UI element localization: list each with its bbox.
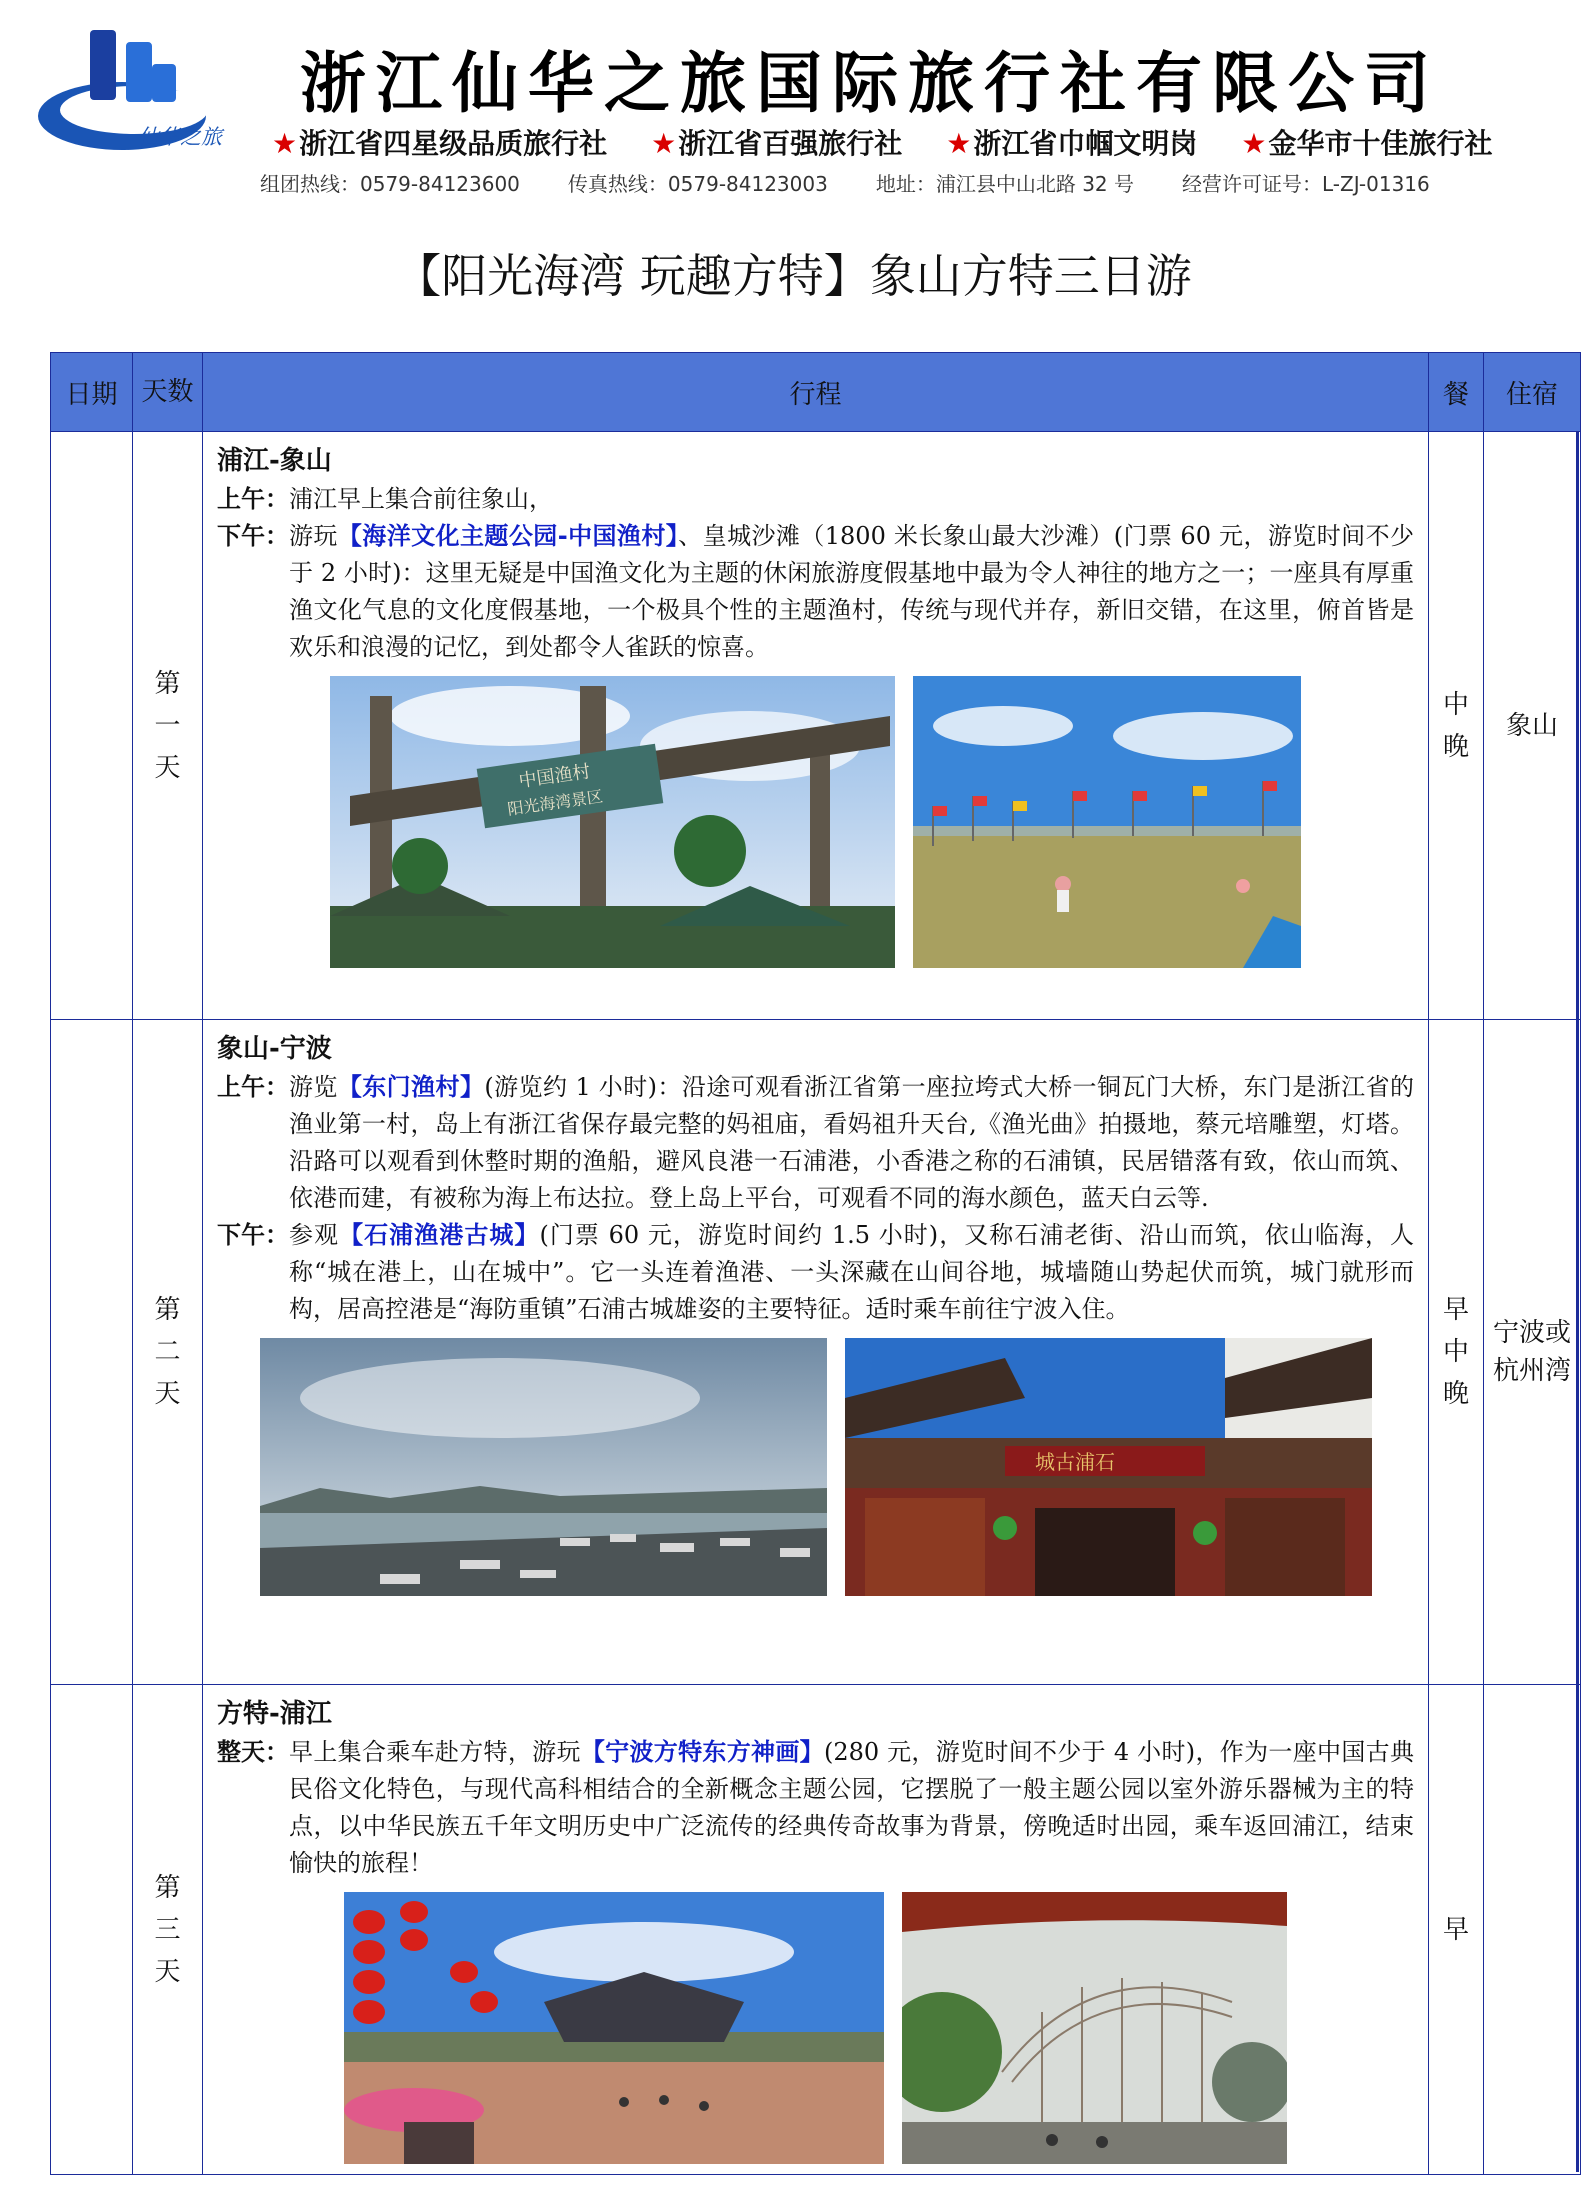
afternoon-plan: 下午： 游玩【海洋文化主题公园-中国渔村】、皇城沙滩（1800 米长象山最大沙滩）(门票 60 元，游览时间不少于 2 小时)：这里无疑是中国渔文化为主题的休闲旅游度假基地中最为令人神往的地方之一；一座具有厚重渔文化气息的文化度假基地，一个极具个性的主题渔村，传统与现代并存，新旧交错，在这里，俯首皆是欢乐和浪漫的记忆，到处都令人雀跃的惊喜。 — [217, 522, 1415, 661]
star-icon: ★ — [651, 127, 677, 160]
attraction-highlight: 【东门渔村】 — [337, 1073, 485, 1101]
star-icon: ★ — [946, 127, 972, 160]
itinerary-table — [50, 352, 1581, 2175]
header-itinerary: 行程 — [203, 353, 1429, 432]
photo-row — [217, 676, 1414, 968]
day-cell: 第一天 — [133, 432, 203, 1020]
fax: 传真热线：0579-84123003 — [567, 172, 828, 196]
meals-cell: 早中晚 — [1429, 1020, 1484, 1685]
day-cell: 第三天 — [133, 1685, 203, 2175]
full-day-plan: 整天： 早上集合乘车赴方特，游玩【宁波方特东方神画】(280 元，游览时间不少于 4 小时)，作为一座中国古典民俗文化特色，与现代高科相结合的全新概念主题公园，它摆脱了一般主题公园以室外游乐器械为主的特点，以中华民族五千年文明历史中广泛流传的经典传奇故事为背景，傍晚适时出园，乘车返回浦江，结束愉快的旅程！ — [217, 1738, 1414, 1877]
lodging-cell — [1484, 1685, 1581, 2175]
route-title: 浦江-象山 — [217, 446, 332, 476]
honor-item: ★浙江省四星级品质旅行社 — [272, 127, 608, 160]
itinerary-cell — [203, 432, 1429, 1020]
date-cell — [51, 1020, 133, 1685]
header-date: 日期 — [51, 353, 133, 432]
address: 地址：浦江县中山北路 32 号 — [875, 172, 1135, 196]
afternoon-plan: 下午： 参观【石浦渔港古城】(门票 60 元，游览时间约 1.5 小时)，又称石浦老街、沿山而筑，依山临海，人称“城在港上，山在城中”。它一头连着渔港、一头深藏在山间谷地，城墙随山势起伏而筑，城门就形而构，居高控港是“海防重镇”石浦古城雄姿的主要特征。适时乘车前往宁波入住。 — [217, 1221, 1415, 1323]
star-icon: ★ — [1241, 127, 1267, 160]
photo-fishing-village-gate — [330, 676, 895, 968]
license: 经营许可证号：L-ZJ-01316 — [1182, 172, 1430, 196]
logo-text: 仙华之旅 — [138, 125, 222, 149]
lodging-cell: 宁波或杭州湾 — [1484, 1020, 1581, 1685]
hotline: 组团热线：0579-84123600 — [260, 172, 520, 196]
day-cell: 第二天 — [133, 1020, 203, 1685]
header-meals: 餐 — [1429, 353, 1484, 432]
svg-text:城古浦石: 城古浦石 — [1034, 1450, 1115, 1474]
company-logo — [30, 20, 242, 160]
honor-item: ★金华市十佳旅行社 — [1241, 127, 1493, 160]
logo-letter-x — [90, 30, 116, 100]
attraction-highlight: 【海洋文化主题公园-中国渔村】 — [337, 522, 679, 550]
header-lodging: 住宿 — [1484, 353, 1581, 432]
meals-cell: 早 — [1429, 1685, 1484, 2175]
route-title: 方特-浦江 — [217, 1699, 332, 1729]
lodging-cell: 象山 — [1484, 432, 1581, 1020]
photo-harbor-view — [260, 1338, 827, 1596]
itinerary-cell — [203, 1685, 1429, 2175]
svg-text:阳光海湾景区: 阳光海湾景区 — [506, 786, 605, 819]
header-days: 天数 — [133, 353, 203, 432]
route-title: 象山-宁波 — [217, 1034, 332, 1064]
logo-letter-h — [126, 42, 152, 102]
company-name: 浙江仙华之旅国际旅行社有限公司 — [300, 44, 1440, 122]
morning-plan: 上午： 游览【东门渔村】(游览约 1 小时)：沿途可观看浙江省第一座拉垮式大桥一铜瓦门大桥，东门是浙江省的渔业第一村，岛上有浙江省保存最完整的妈祖庙，看妈祖升天台,《渔光曲》拍摄地，蔡元培雕塑，灯塔。沿路可以观看到休整时期的渔船，避风良港一石浦港，小香港之称的石浦镇，民居错落有致，依山而筑、依港而建，有被称为海上布达拉。登上岛上平台，可观看不同的海水颜色，蓝天白云等. — [217, 1073, 1415, 1212]
itinerary-cell — [203, 1020, 1429, 1685]
morning-plan: 上午： 浦江早上集合前往象山， — [217, 485, 553, 513]
meals-cell: 中晚 — [1429, 432, 1484, 1020]
date-cell — [51, 432, 133, 1020]
attraction-highlight: 【宁波方特东方神画】 — [580, 1738, 824, 1766]
star-icon: ★ — [272, 127, 298, 160]
table-row — [51, 1020, 1581, 1685]
contact-line — [260, 168, 1478, 197]
photo-row — [217, 1338, 1414, 1596]
attraction-highlight: 【石浦渔港古城】 — [339, 1221, 540, 1249]
photo-row — [217, 1892, 1414, 2164]
honor-item: ★浙江省巾帼文明岗 — [946, 127, 1198, 160]
table-row — [51, 1685, 1581, 2175]
honors-list — [272, 122, 1493, 162]
svg-text:中国渔村: 中国渔村 — [517, 761, 592, 792]
page-title: 【阳光海湾 玩趣方特】象山方特三日游 — [395, 249, 1192, 303]
table-header-row — [51, 353, 1581, 432]
photo-ancient-city-gate — [845, 1338, 1372, 1596]
photo-beach-flags — [913, 676, 1301, 968]
table-row — [51, 432, 1581, 1020]
photo-roller-coaster — [902, 1892, 1287, 2164]
honor-item: ★浙江省百强旅行社 — [651, 127, 903, 160]
date-cell — [51, 1685, 133, 2175]
photo-theme-park-plaza — [344, 1892, 884, 2164]
